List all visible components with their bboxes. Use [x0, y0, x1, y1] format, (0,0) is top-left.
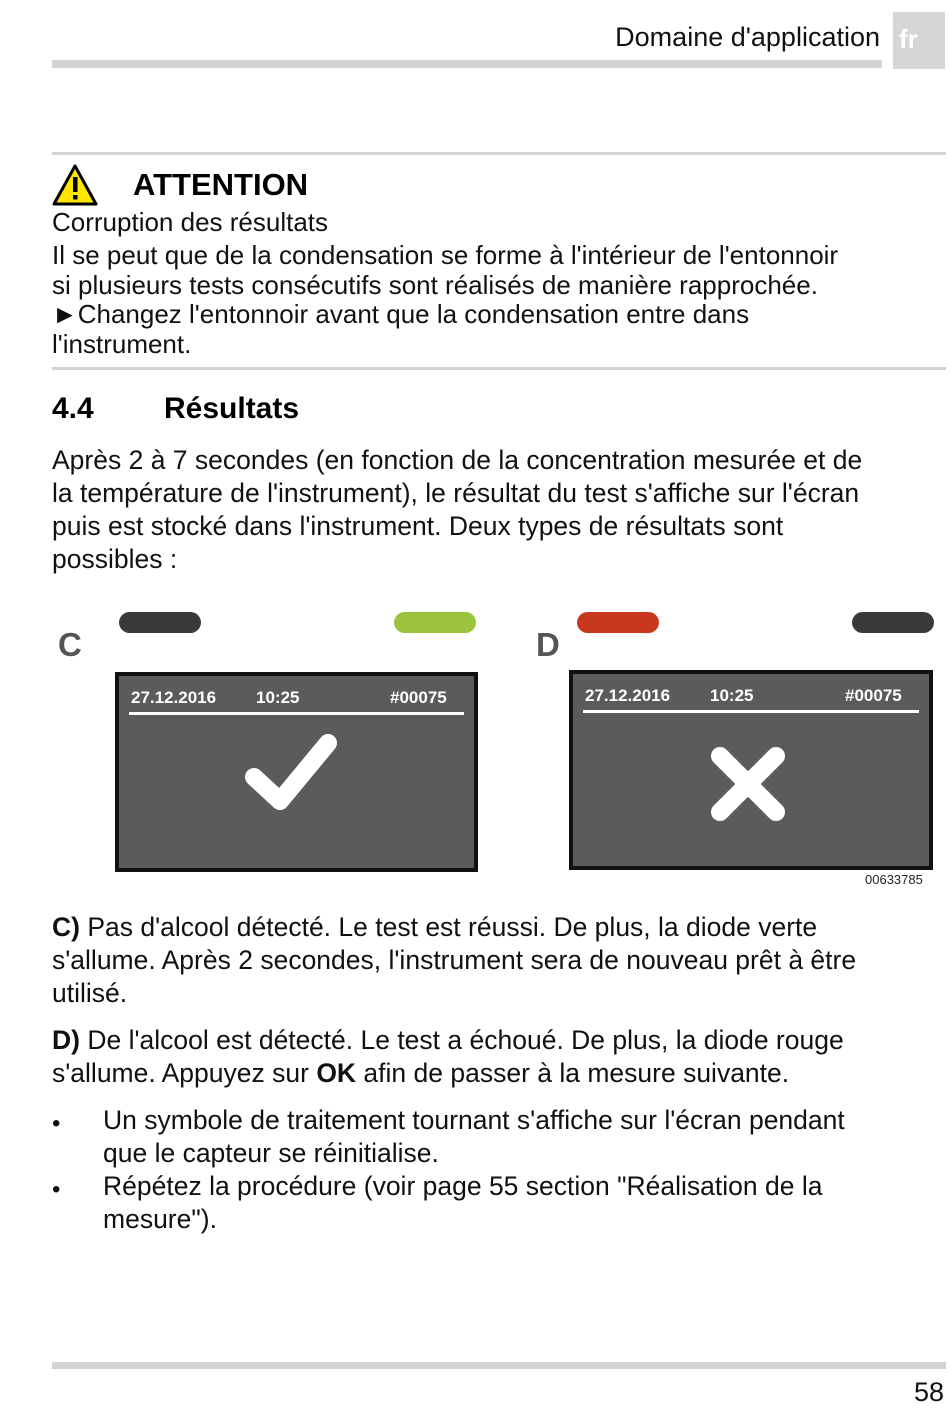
device-screen-pass: [115, 672, 478, 872]
bullet-text: Un symbole de traitement tournant s'affiche sur l'écran pendant: [103, 1105, 845, 1135]
result-c-text: Pas d'alcool détecté. Le test est réussi. De plus, la diode verte: [79, 912, 818, 942]
device-screen-fail: [569, 670, 933, 870]
attention-action-line: l'instrument.: [52, 329, 192, 359]
attention-bottom-rule: [52, 367, 946, 370]
footer-rule: [52, 1362, 946, 1369]
led-off-indicator: [852, 612, 934, 633]
panel-d-letter: D: [536, 626, 560, 663]
intro-line: possibles :: [52, 544, 178, 574]
figure-id: 00633785: [865, 872, 923, 887]
panel-c-letter: C: [58, 626, 82, 663]
result-d-text: afin de passer à la mesure suivante.: [356, 1058, 790, 1088]
bullet-marker: •: [52, 1110, 61, 1137]
led-red-indicator: [577, 612, 659, 633]
intro-line: la température de l'instrument), le résultat du test s'affiche sur l'écran: [52, 478, 860, 508]
section-number: 4.4: [52, 392, 94, 425]
result-d-label: D): [52, 1025, 80, 1055]
screen-date: 27.12.2016: [131, 688, 217, 707]
result-d-line: [52, 1057, 789, 1090]
attention-heading: ATTENTION: [133, 167, 309, 202]
bullet-text: mesure").: [103, 1204, 217, 1234]
result-d-text: De l'alcool est détecté. Le test a échoué. De plus, la diode rouge: [79, 1025, 844, 1055]
checkmark-icon: [240, 733, 340, 813]
section-title: Résultats: [164, 392, 300, 425]
screen-divider: [129, 712, 464, 715]
running-header-title: Domaine d'application: [615, 22, 880, 52]
cross-icon: [708, 744, 788, 824]
header-rule: [52, 60, 882, 68]
result-d-text: s'allume. Appuyez sur: [52, 1058, 317, 1088]
result-c-line: utilisé.: [52, 978, 128, 1008]
intro-line: Après 2 à 7 secondes (en fonction de la concentration mesurée et de: [52, 445, 863, 475]
attention-subtitle: Corruption des résultats: [52, 207, 329, 237]
attention-text-line: si plusieurs tests consécutifs sont réalisés de manière rapprochée.: [52, 270, 818, 300]
bullet-text: que le capteur se réinitialise.: [103, 1138, 439, 1168]
intro-line: puis est stocké dans l'instrument. Deux types de résultats sont: [52, 511, 784, 541]
screen-time: 10:25: [256, 688, 300, 707]
result-c-line: [52, 911, 817, 944]
screen-date: 27.12.2016: [585, 686, 671, 705]
led-green-indicator: [394, 612, 476, 633]
bullet-marker: •: [52, 1176, 61, 1203]
language-tab: fr: [893, 12, 945, 69]
attention-action-text: Changez l'entonnoir avant que la condensation entre dans: [77, 299, 750, 329]
ok-key-label: OK: [316, 1058, 357, 1088]
result-d-line: [52, 1024, 844, 1057]
attention-action: [52, 299, 749, 329]
screen-counter: #00075: [845, 686, 902, 705]
result-c-line: s'allume. Après 2 secondes, l'instrument sera de nouveau prêt à être: [52, 945, 857, 975]
page-number: 58: [913, 1377, 944, 1407]
screen-counter: #00075: [390, 688, 447, 707]
attention-text-line: Il se peut que de la condensation se forme à l'intérieur de l'entonnoir: [52, 240, 839, 270]
led-off-indicator: [119, 612, 201, 633]
screen-divider: [583, 710, 919, 713]
screen-time: 10:25: [710, 686, 754, 705]
bullet-text: Répétez la procédure (voir page 55 section "Réalisation de la: [103, 1171, 823, 1201]
warning-triangle-icon: [52, 164, 98, 206]
attention-top-rule: [52, 152, 946, 155]
action-arrow-icon: ►: [52, 299, 78, 329]
result-c-label: C): [52, 912, 80, 942]
